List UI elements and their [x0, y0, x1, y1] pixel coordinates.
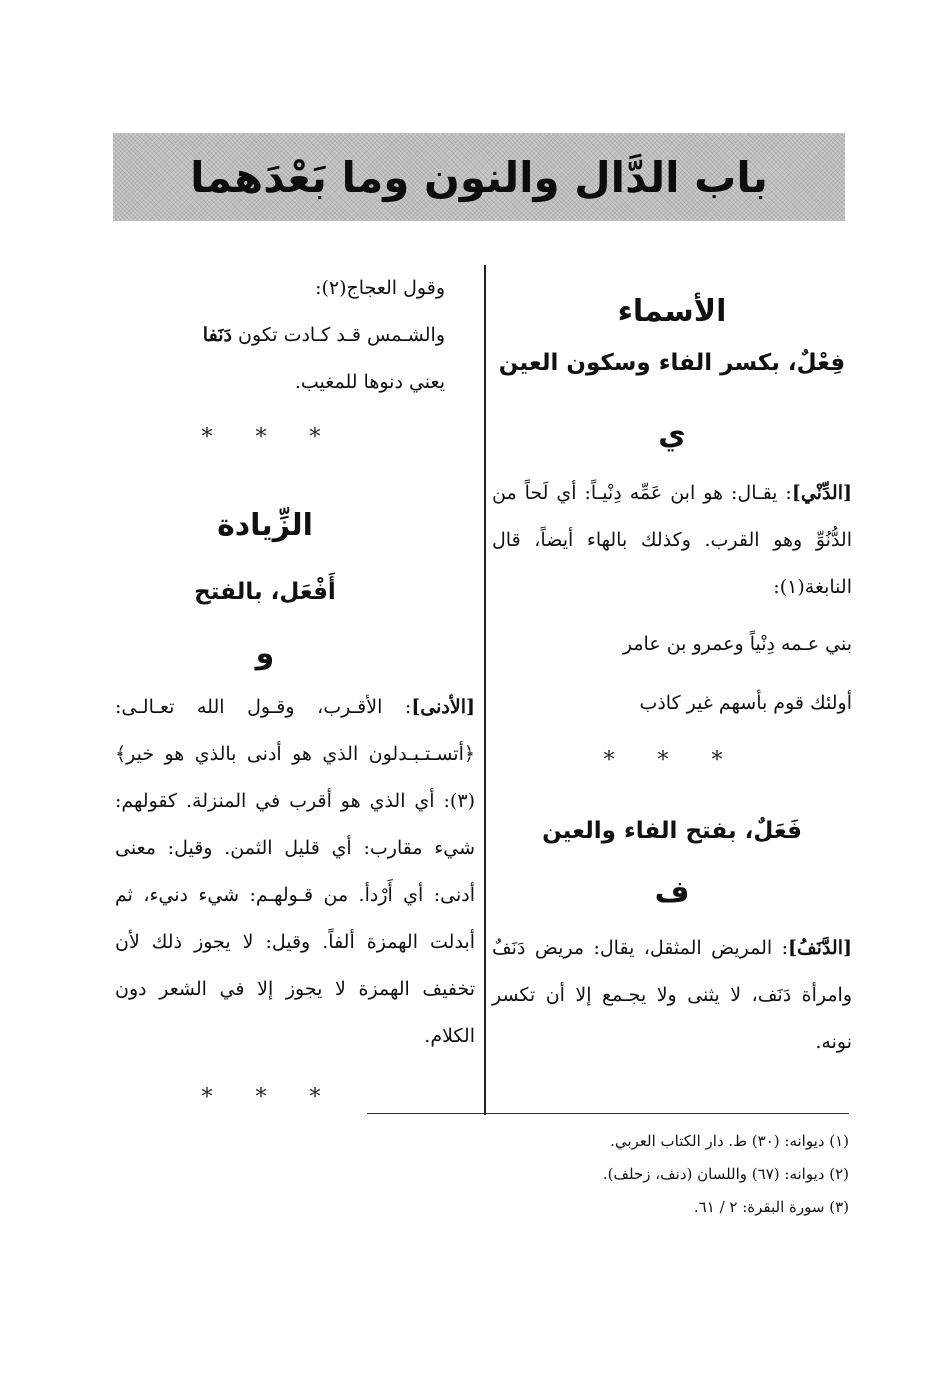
column-divider [484, 265, 486, 1115]
letter-heading-fa: ف [654, 875, 690, 910]
left-column [115, 265, 475, 1118]
entry-term: [الدَّنَفُ] [788, 937, 852, 959]
subheading-faal: فَعَلٌ، بفتح الفاء والعين [542, 818, 802, 844]
verse-text: والشـمس قـد كـادت تكون [231, 324, 445, 346]
entry-text: : المريض المثقل، يقال: مريض دَنَفٌ وامرأة دَنَف، لا يثنى ولا يجـمع إلا أن تكسر نونه. [492, 937, 852, 1053]
verse-keyword: دَنَفا [202, 324, 232, 346]
letter-heading-ya: ي [658, 417, 686, 452]
footnotes [367, 1125, 849, 1224]
footnote-3: (٣) سورة البقرة: ٢ / ٦١. [693, 1198, 849, 1216]
chapter-banner [113, 133, 845, 221]
footnote-rule [367, 1113, 849, 1114]
footnote-1: (١) ديوانه: (٣٠) ط. دار الكتاب العربي. [610, 1132, 849, 1150]
quote-intro: وقول العجاج(٢): [315, 277, 445, 299]
letter-heading-waw: و [255, 636, 275, 671]
entry-adna [115, 684, 475, 1060]
subheading-afal: أَفْعَل، بالفتح [194, 579, 336, 605]
entry-text: : الأقـرب، وقـول الله تعـالـى: ﴿أتسـتـبـدلون الذي هو أدنى بالذي هو خير﴾(٣): أي الذي هو أقرب في المنزلة. كقولهم: شيء مقارب: أي قليل الثمن. وقيل: معنى أدنى: أي أَرْدأ. من قـولهـم: شيء دنيء، ثم أبدلت الهمزة ألفاً. وقيل: لا يجوز ذلك لأن تخفيف الهمزة لا يجوز إلا في الشعر دون الكلام. [115, 696, 475, 1047]
entry-text: : يقـال: هو ابن عَمِّه دِنْيـاً: أي لَحاً من الدُّنُوِّ وهو القرب. وكذلك بالهاء أيضاً، قال النابغة(١): [492, 482, 852, 598]
right-column [492, 280, 852, 1066]
entry-danaf [492, 925, 852, 1066]
verse-line-1: بني عـمه دِنْياً وعمرو بن عامر [622, 633, 852, 655]
entry-term: [الأدنى] [411, 696, 475, 718]
footnote-2: (٢) ديوانه: (٦٧) واللسان (دنف، زحلف). [602, 1165, 849, 1183]
chapter-title: باب الدَّال والنون وما بَعْدَهما [190, 152, 768, 202]
separator-stars: * * * [603, 748, 741, 773]
section-heading-names: الأسماء [617, 294, 727, 329]
verse-explanation: يعني دنوها للمغيب. [294, 371, 445, 393]
separator-stars: * * * [201, 1085, 339, 1110]
verse-line-2: أولئك قوم بأسهم غير كاذب [639, 692, 852, 714]
section-heading-addition: الزِّيادة [217, 508, 313, 543]
entry-term: [الدِّنْي] [791, 482, 852, 504]
separator-stars: * * * [201, 425, 339, 450]
entry-dini [492, 470, 852, 611]
subheading-fil: فِعْلٌ، بكسر الفاء وسكون العين [498, 350, 846, 376]
verse-ajjaj [115, 312, 475, 359]
